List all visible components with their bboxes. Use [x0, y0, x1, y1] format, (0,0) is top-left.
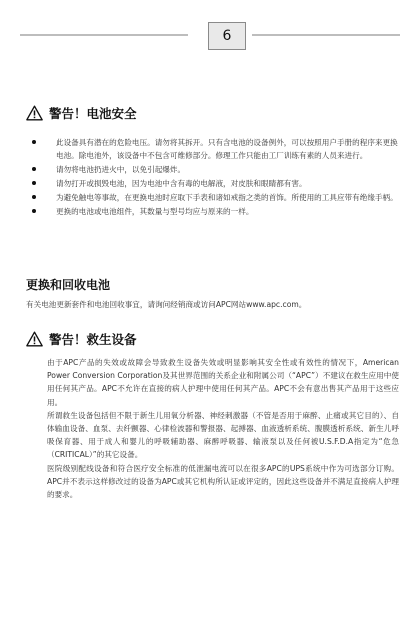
life-support-title: 警告！救生设备	[49, 332, 137, 347]
list-item: 此设备具有潜在的危险电压。请勿将其拆开。只有含电池的设备例外，可以按照用户手册的程序来更换电池。除电池外，该设备中不包含可维修部分。修理工作只能由工厂训练有素的人员来进行。	[30, 136, 400, 162]
life-support-paragraph: 所谓救生设备包括但不限于新生儿用氧分析器、神经刺激器（不管是否用于麻醉、止痛或其它目的）、自体输血设备、血泵、去纤颤器、心律检波器和警报器、起搏器、血液透析系统、腹膜透析系统、新生儿呼吸保育器、用于成人和婴儿的呼吸辅助器、麻醉呼吸器、输液泵以及任何被U.S.F.D.A指定为“危急（CRITICAL）”的其它设备。	[47, 410, 399, 460]
page-number: 6	[208, 22, 246, 50]
list-item: 更换的电池或电池组件，其数量与型号均应与原来的一样。	[30, 205, 400, 218]
list-item: 请勿将电池扔进火中，以免引起爆炸。	[30, 163, 400, 176]
recycling-text: 有关电池更新套件和电池回收事宜，请询问经销商或访问APC网站www.apc.com。	[26, 300, 307, 309]
list-item: 请勿打开或损毁电池，因为电池中含有毒的电解液，对皮肤和眼睛都有害。	[30, 177, 400, 190]
battery-safety-list	[30, 136, 400, 219]
life-support-body	[47, 356, 399, 501]
battery-safety-heading	[26, 104, 137, 122]
life-support-paragraph: 医院级别配线设备和符合医疗安全标准的低泄漏电流可以在很多APC的UPS系统中作为可选部分订购。APC并不表示这样修改过的设备为APC或其它机构所认证或评定的，因此这些设备并不满足直接病人护理的要求。	[47, 463, 399, 500]
header-rule-right	[252, 34, 400, 36]
list-item: 为避免触电等事故，在更换电池时应取下手表和诸如戒指之类的首饰。所使用的工具应带有绝缘手柄。	[30, 191, 400, 204]
battery-safety-title: 警告！电池安全	[49, 106, 137, 121]
life-support-paragraph: 由于APC产品的失效或故障会导致救生设备失效或明显影响其安全性或有效性的情况下，American Power Conversion Corporation及其世界范围的关系企业和附属公司（“APC”）不建议在救生应用中使用任何其产品。APC不允许在直接的病人护理中使用任何其产品。APC不会有意出售其产品用于这些应用。	[47, 358, 399, 407]
recycling-heading: 更换和回收电池	[26, 278, 111, 292]
header-rule-left	[20, 34, 188, 36]
page-header	[20, 20, 400, 50]
warning-icon	[26, 331, 43, 347]
life-support-heading	[26, 330, 137, 348]
warning-icon	[26, 105, 43, 121]
